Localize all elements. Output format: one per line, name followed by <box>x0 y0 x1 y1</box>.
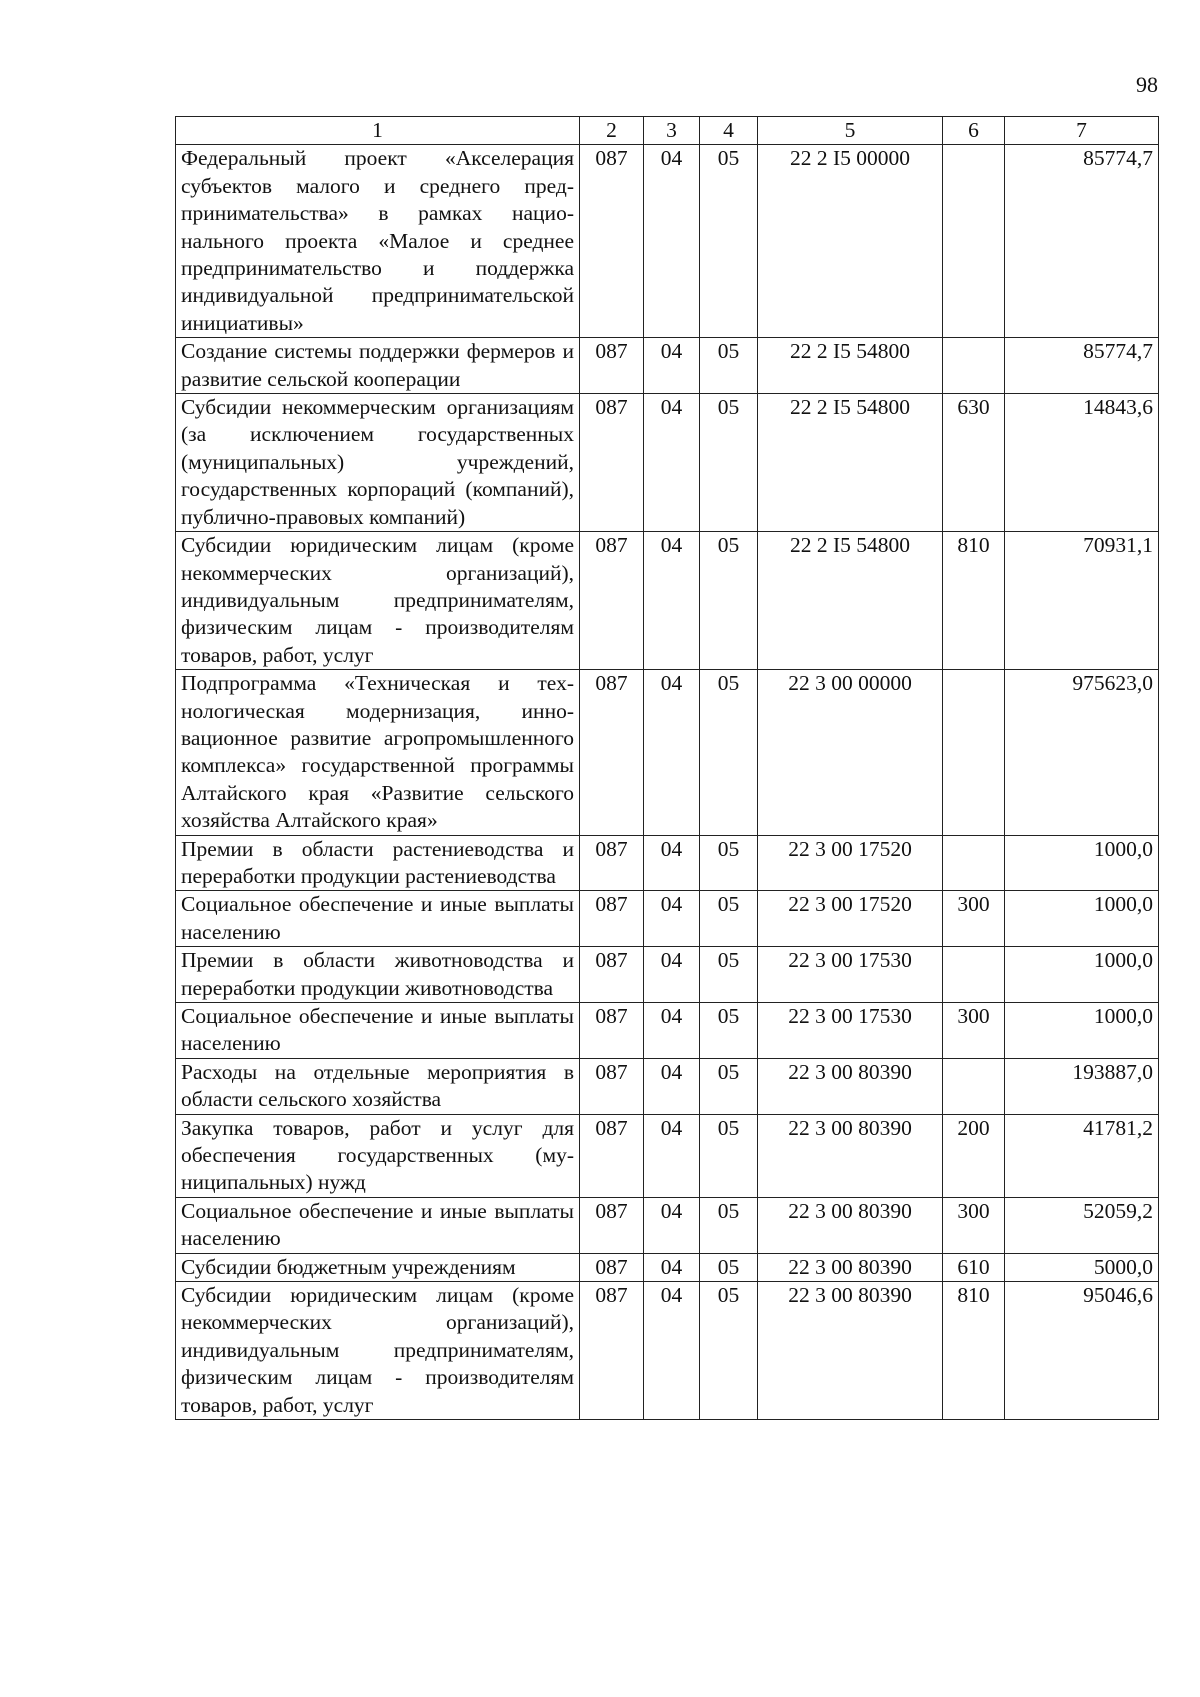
row-col-4: 05 <box>700 532 758 670</box>
row-col-5: 22 3 00 80390 <box>758 1114 943 1197</box>
table-row <box>176 145 1159 338</box>
row-col-3: 04 <box>644 1058 700 1114</box>
row-col-5: 22 3 00 00000 <box>758 670 943 835</box>
header-cell-2: 2 <box>580 117 644 145</box>
row-col-3: 04 <box>644 1282 700 1420</box>
table-row <box>176 670 1159 835</box>
table-row <box>176 1253 1159 1281</box>
row-col-7: 5000,0 <box>1005 1253 1159 1281</box>
row-col-5: 22 3 00 80390 <box>758 1197 943 1253</box>
row-col-7: 85774,7 <box>1005 338 1159 394</box>
row-col-4: 05 <box>700 670 758 835</box>
row-col-6 <box>943 338 1005 394</box>
row-col-2: 087 <box>580 1282 644 1420</box>
table-row <box>176 1114 1159 1197</box>
table-row <box>176 394 1159 532</box>
header-cell-1: 1 <box>176 117 580 145</box>
header-cell-6: 6 <box>943 117 1005 145</box>
header-cell-3: 3 <box>644 117 700 145</box>
table-row <box>176 891 1159 947</box>
row-col-2: 087 <box>580 891 644 947</box>
row-col-3: 04 <box>644 338 700 394</box>
row-col-4: 05 <box>700 145 758 338</box>
header-row <box>176 117 1159 145</box>
row-col-5: 22 3 00 17530 <box>758 947 943 1003</box>
row-col-6: 610 <box>943 1253 1005 1281</box>
table-row <box>176 835 1159 891</box>
row-col-3: 04 <box>644 1003 700 1059</box>
row-col-3: 04 <box>644 891 700 947</box>
row-name: Субсидии бюджетным учреждениям <box>176 1253 580 1281</box>
row-col-2: 087 <box>580 1003 644 1059</box>
row-col-6 <box>943 1058 1005 1114</box>
row-col-7: 1000,0 <box>1005 835 1159 891</box>
row-col-3: 04 <box>644 1197 700 1253</box>
table-row <box>176 1003 1159 1059</box>
row-col-2: 087 <box>580 1114 644 1197</box>
row-col-7: 70931,1 <box>1005 532 1159 670</box>
row-col-6 <box>943 145 1005 338</box>
row-col-2: 087 <box>580 835 644 891</box>
row-col-2: 087 <box>580 394 644 532</box>
row-col-6: 200 <box>943 1114 1005 1197</box>
row-col-3: 04 <box>644 1114 700 1197</box>
row-col-4: 05 <box>700 1253 758 1281</box>
row-col-7: 52059,2 <box>1005 1197 1159 1253</box>
row-col-5: 22 3 00 80390 <box>758 1253 943 1281</box>
row-col-6 <box>943 947 1005 1003</box>
row-col-4: 05 <box>700 1058 758 1114</box>
row-col-7: 975623,0 <box>1005 670 1159 835</box>
row-name: Создание системы поддержки фермеров и развитие сельской кооперации <box>176 338 580 394</box>
row-col-7: 193887,0 <box>1005 1058 1159 1114</box>
page-number: 98 <box>1136 72 1158 97</box>
row-col-5: 22 3 00 17520 <box>758 835 943 891</box>
row-col-3: 04 <box>644 835 700 891</box>
row-col-6: 810 <box>943 1282 1005 1420</box>
row-col-7: 41781,2 <box>1005 1114 1159 1197</box>
row-name: Субсидии юридическим лицам (кроме некоммерческих организаций), индивидуальным предпринимателям, физическим лицам - производителям товаров, работ, услуг <box>176 1282 580 1420</box>
row-col-4: 05 <box>700 891 758 947</box>
row-col-4: 05 <box>700 835 758 891</box>
header-cell-4: 4 <box>700 117 758 145</box>
row-name: Субсидии юридическим лицам (кроме некоммерческих организаций), индивидуальным предпринимателям, физическим лицам - производителям товаров, работ, услуг <box>176 532 580 670</box>
row-col-4: 05 <box>700 1282 758 1420</box>
table-row <box>176 338 1159 394</box>
row-col-2: 087 <box>580 145 644 338</box>
table-row <box>176 532 1159 670</box>
row-col-5: 22 3 00 80390 <box>758 1058 943 1114</box>
row-col-3: 04 <box>644 947 700 1003</box>
row-name: Федеральный проект «Акселерация субъектов малого и среднего предпринимательства» в рамках национального проекта «Малое и среднее предпринимательство и поддержка индивидуальной предпринимательской инициативы» <box>176 145 580 338</box>
row-col-7: 1000,0 <box>1005 891 1159 947</box>
row-name: Расходы на отдельные мероприятия в области сельского хозяйства <box>176 1058 580 1114</box>
row-col-6 <box>943 835 1005 891</box>
row-col-5: 22 2 I5 54800 <box>758 394 943 532</box>
row-name: Подпрограмма «Техническая и технологическая модернизация, инновационное развитие агропромышленного комплекса» государственной программы Алтайского края «Развитие сельского хозяйства Алтайского края» <box>176 670 580 835</box>
row-col-6: 300 <box>943 891 1005 947</box>
row-col-4: 05 <box>700 1114 758 1197</box>
row-col-3: 04 <box>644 394 700 532</box>
row-col-3: 04 <box>644 532 700 670</box>
table-row <box>176 1197 1159 1253</box>
row-col-6: 300 <box>943 1003 1005 1059</box>
row-name: Социальное обеспечение и иные выплаты населению <box>176 891 580 947</box>
row-col-2: 087 <box>580 338 644 394</box>
row-col-5: 22 3 00 17520 <box>758 891 943 947</box>
row-col-2: 087 <box>580 947 644 1003</box>
row-col-4: 05 <box>700 1197 758 1253</box>
row-col-7: 95046,6 <box>1005 1282 1159 1420</box>
row-name: Социальное обеспечение и иные выплаты населению <box>176 1197 580 1253</box>
row-name: Социальное обеспечение и иные выплаты населению <box>176 1003 580 1059</box>
row-col-2: 087 <box>580 1197 644 1253</box>
row-col-5: 22 2 I5 54800 <box>758 532 943 670</box>
row-col-3: 04 <box>644 145 700 338</box>
budget-table <box>175 116 1159 1420</box>
row-col-7: 1000,0 <box>1005 947 1159 1003</box>
row-col-7: 1000,0 <box>1005 1003 1159 1059</box>
row-col-6: 300 <box>943 1197 1005 1253</box>
table-row <box>176 947 1159 1003</box>
row-col-5: 22 2 I5 54800 <box>758 338 943 394</box>
row-col-6: 630 <box>943 394 1005 532</box>
row-name: Премии в области растениеводства и переработки продукции растениеводства <box>176 835 580 891</box>
row-col-4: 05 <box>700 1003 758 1059</box>
row-col-6: 810 <box>943 532 1005 670</box>
row-col-4: 05 <box>700 338 758 394</box>
row-col-4: 05 <box>700 947 758 1003</box>
row-col-5: 22 2 I5 00000 <box>758 145 943 338</box>
table-row <box>176 1282 1159 1420</box>
row-col-3: 04 <box>644 1253 700 1281</box>
row-col-3: 04 <box>644 670 700 835</box>
row-name: Закупка товаров, работ и услуг для обеспечения государственных (муниципальных) нужд <box>176 1114 580 1197</box>
row-col-2: 087 <box>580 1058 644 1114</box>
row-col-5: 22 3 00 80390 <box>758 1282 943 1420</box>
row-col-2: 087 <box>580 1253 644 1281</box>
row-col-6 <box>943 670 1005 835</box>
header-cell-5: 5 <box>758 117 943 145</box>
row-col-4: 05 <box>700 394 758 532</box>
row-col-7: 85774,7 <box>1005 145 1159 338</box>
row-col-5: 22 3 00 17530 <box>758 1003 943 1059</box>
row-col-7: 14843,6 <box>1005 394 1159 532</box>
row-col-2: 087 <box>580 670 644 835</box>
row-col-2: 087 <box>580 532 644 670</box>
table-row <box>176 1058 1159 1114</box>
row-name: Премии в области животноводства и переработки продукции животноводства <box>176 947 580 1003</box>
row-name: Субсидии некоммерческим организациям (за исключением государственных (муниципальных) учреждений, государственных корпораций (компаний), публично-правовых компаний) <box>176 394 580 532</box>
header-cell-7: 7 <box>1005 117 1159 145</box>
